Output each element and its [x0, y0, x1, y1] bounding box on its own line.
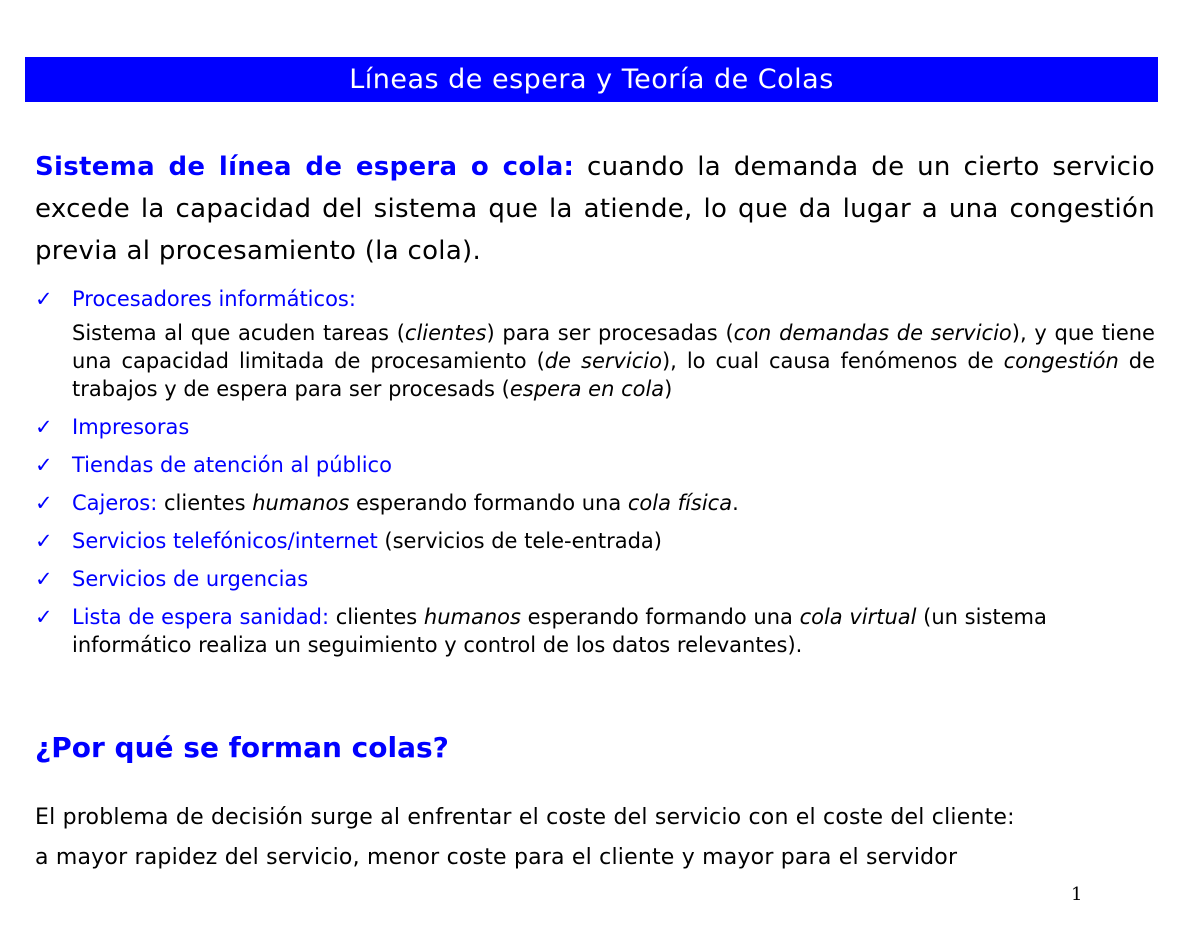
- desc-emphasis: de servicio: [544, 349, 662, 373]
- check-icon: ✓: [35, 605, 53, 629]
- list-item-impresoras: [35, 413, 1155, 441]
- section-heading: ¿Por qué se forman colas?: [35, 731, 449, 764]
- desc-text: ) para ser procesadas (: [486, 321, 734, 345]
- item-text: esperando formando una: [349, 491, 628, 515]
- page-number: 1: [1071, 884, 1083, 905]
- closing-paragraph: [35, 798, 1155, 878]
- desc-text: ), lo cual causa fenómenos de: [661, 349, 1004, 373]
- check-icon: ✓: [35, 491, 53, 515]
- list-item-cajeros: [35, 489, 1155, 517]
- desc-text: de trabajos y de espera para ser procesads (: [72, 349, 1155, 401]
- item-text: (un sistema informático realiza un seguimiento y control de los datos relevantes).: [72, 605, 1047, 657]
- paragraph-line: a mayor rapidez del servicio, menor coste para el cliente y mayor para el servidor: [35, 845, 958, 870]
- check-icon: ✓: [35, 567, 53, 591]
- list-item-servicios-telefonicos: [35, 527, 1155, 555]
- list-item-urgencias: [35, 565, 1155, 593]
- item-emphasis: cola virtual: [799, 605, 917, 629]
- item-text: clientes: [157, 491, 253, 515]
- desc-emphasis: congestión: [1003, 349, 1119, 373]
- item-label: Lista de espera sanidad:: [72, 605, 330, 629]
- check-icon: ✓: [35, 529, 53, 553]
- slide-title: Líneas de espera y Teoría de Colas: [349, 64, 834, 95]
- desc-text: Sistema al que acuden tareas (: [72, 321, 405, 345]
- item-label: Tiendas de atención al público: [72, 453, 392, 477]
- list-item-lista-espera: [35, 603, 1155, 659]
- item-text: esperando formando una: [520, 605, 800, 629]
- paragraph-line: El problema de decisión surge al enfrentar el coste del servicio con el coste del cliente:: [35, 805, 1015, 830]
- desc-emphasis: espera en cola: [509, 377, 665, 401]
- desc-text: ), y que tiene una capacidad limitada de procesamiento (: [72, 321, 1155, 373]
- definition-term: Sistema de línea de espera o cola:: [35, 152, 575, 182]
- item-label: Impresoras: [72, 415, 190, 439]
- item-label: Servicios telefónicos/internet: [72, 529, 378, 553]
- item-description: [72, 319, 1155, 403]
- check-icon: ✓: [35, 453, 53, 477]
- desc-emphasis: clientes: [404, 321, 487, 345]
- definition-text: cuando la demanda de un cierto servicio excede la capacidad del sistema que la atiende, lo que da lugar a una congestión previa al procesamiento (la cola).: [35, 152, 1155, 266]
- list-item-tiendas: [35, 451, 1155, 479]
- slide-title-bar: [25, 57, 1158, 102]
- desc-emphasis: con demandas de servicio: [733, 321, 1012, 345]
- check-icon: ✓: [35, 415, 53, 439]
- item-text: clientes: [329, 605, 424, 629]
- examples-list: [35, 285, 1155, 669]
- list-item-procesadores: [35, 285, 1155, 403]
- item-text: (servicios de tele-entrada): [377, 529, 662, 553]
- item-label: Servicios de urgencias: [72, 567, 309, 591]
- item-emphasis: humanos: [423, 605, 521, 629]
- intro-definition: [35, 146, 1155, 272]
- item-label: Procesadores informáticos:: [72, 287, 356, 311]
- check-icon: ✓: [35, 287, 53, 311]
- item-emphasis: humanos: [252, 491, 350, 515]
- item-text: .: [732, 491, 739, 515]
- item-label: Cajeros:: [72, 491, 158, 515]
- item-emphasis: cola física: [627, 491, 733, 515]
- desc-text: ): [664, 377, 673, 401]
